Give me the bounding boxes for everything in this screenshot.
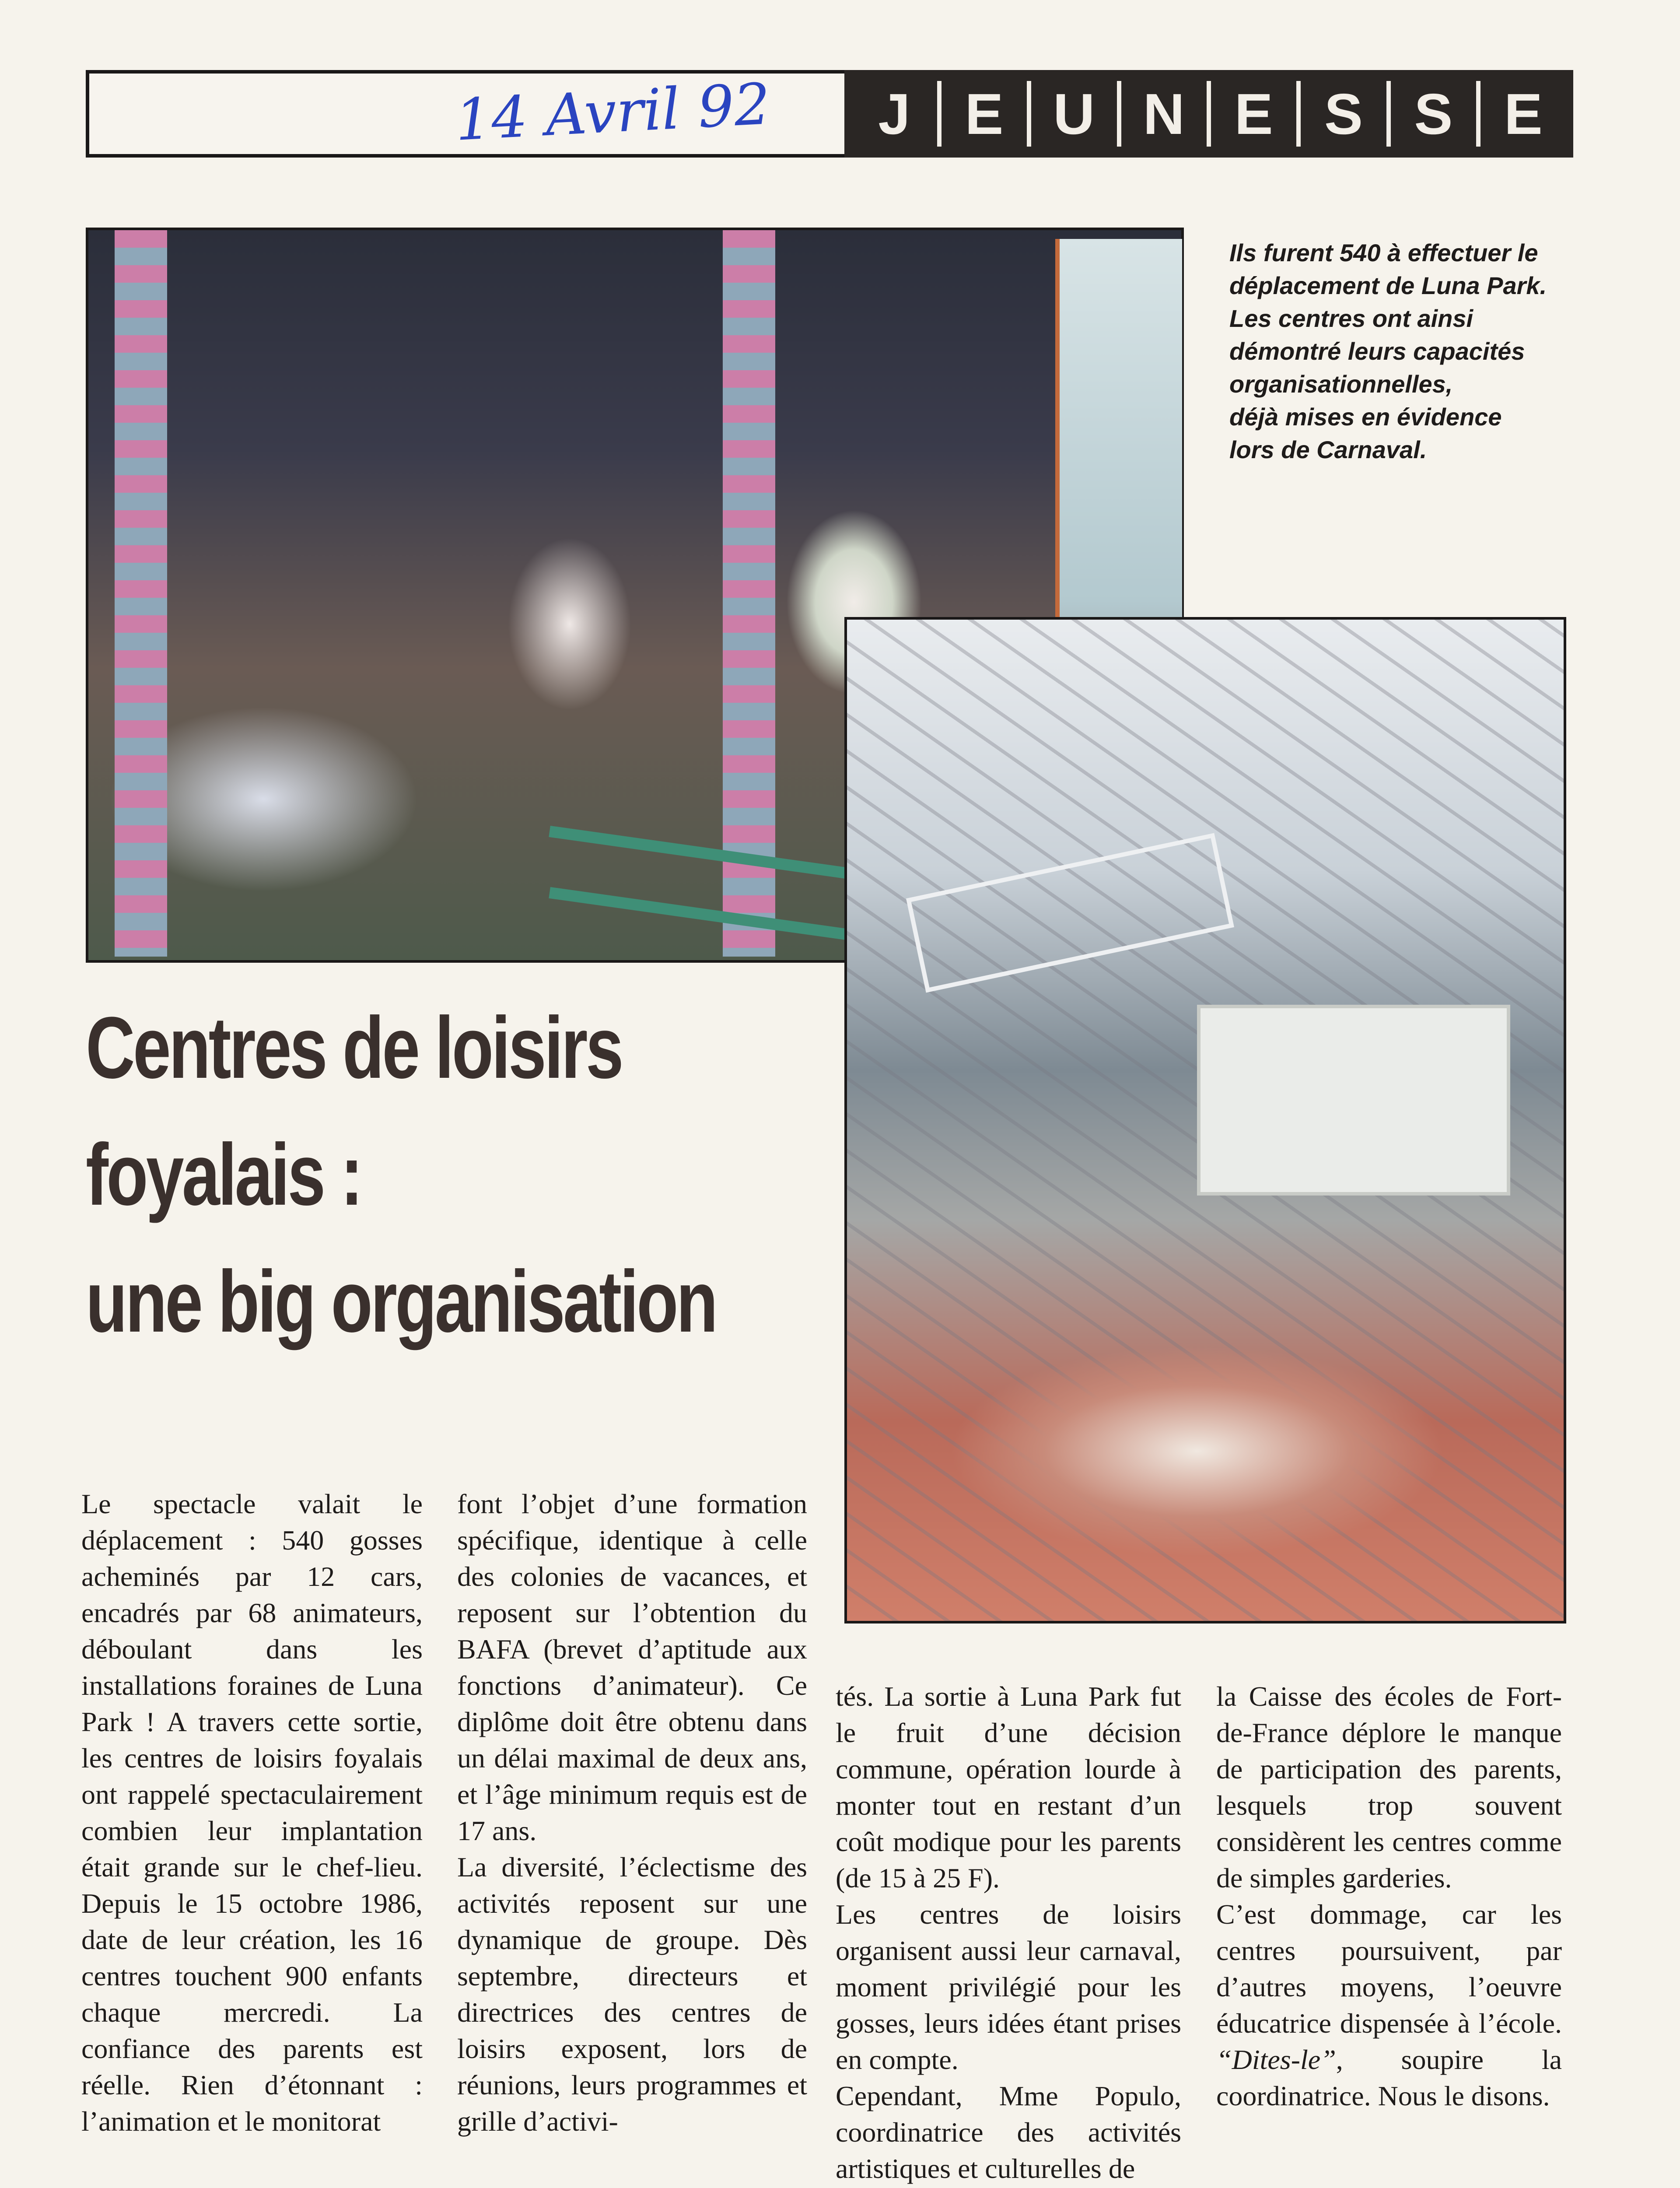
letter-divider bbox=[1386, 81, 1391, 147]
headline-line: foyalais : bbox=[86, 1126, 361, 1224]
photo-riders bbox=[847, 1320, 1564, 1622]
caption-line: organisationnelles, bbox=[1229, 370, 1453, 398]
paragraph: tés. La sortie à Luna Park fut le fruit d’une décision commune, opération lourde à monter tout en restant d’un coût modique pour les parents (de 15 à 25 F). bbox=[836, 1681, 1181, 1893]
paragraph: La diversité, l’éclectisme des activités reposent sur une dynamique de groupe. Dès septembre, directeurs et directrices des centres de loisirs exposent, lors de réunions, leurs programmes et grille d’activi- bbox=[457, 1851, 807, 2137]
caption-line: Les centres ont ainsi bbox=[1229, 305, 1474, 332]
photo-pillar bbox=[115, 230, 167, 957]
section-letter: U bbox=[1053, 81, 1095, 146]
paragraph-text: C’est dommage, car les centres poursuivent, par d’autres moyens, l’oeuvre éducatrice dispensée à l’école. bbox=[1216, 1899, 1562, 2039]
article-headline bbox=[86, 985, 716, 1365]
paragraph-text: , soupire la coordinatrice. Nous le disons. bbox=[1216, 2044, 1562, 2111]
letter-divider bbox=[1207, 81, 1211, 147]
quote-text: “Dites-le” bbox=[1216, 2044, 1336, 2075]
paragraph: la Caisse des écoles de Fort-de-France déplore le manque de participation des parents, lesquels trop souvent considèrent les centres comme de simples garderies. bbox=[1216, 1681, 1562, 1893]
caption-line: démontré leurs capacités bbox=[1229, 337, 1525, 365]
photo-ferris-wheel-ride bbox=[844, 617, 1566, 1623]
photo-pillar bbox=[723, 230, 775, 957]
paragraph: Cependant, Mme Populo, coordinatrice des activités artistiques et culturelles de bbox=[836, 2080, 1181, 2184]
section-letter: E bbox=[1234, 81, 1273, 146]
handwritten-date: 14 Avril 92 bbox=[453, 70, 772, 154]
section-banner bbox=[844, 70, 1573, 158]
section-letter: S bbox=[1324, 81, 1363, 146]
caption-line: lors de Carnaval. bbox=[1229, 436, 1427, 463]
paragraph bbox=[1216, 1896, 1562, 2114]
caption-line: Ils furent 540 à effectuer le bbox=[1229, 239, 1538, 266]
headline-line: Centres de loisirs bbox=[86, 999, 622, 1097]
article-column-2 bbox=[457, 1486, 807, 2139]
section-letter: E bbox=[965, 81, 1004, 146]
section-letter: J bbox=[878, 81, 910, 146]
section-letter: E bbox=[1504, 81, 1543, 146]
letter-divider bbox=[1296, 81, 1301, 147]
caption-line: déplacement de Luna Park. bbox=[1229, 272, 1547, 299]
photo-wheel-sign bbox=[906, 833, 1234, 993]
paragraph: Le spectacle valait le déplacement : 540 gosses acheminés par 12 cars, encadrés par 68 animateurs, déboulant dans les installations foraines de Luna Park ! A travers cette sortie, les centres de loisirs foyalais ont rappelé spectaculairement combien leur implantation était grande sur le chef-lieu. Depuis le 15 octobre 1986, date de leur création, les 16 centres touchent 900 enfants chaque mercredi. La confiance des parents est réelle. Rien d’étonnant : l’animation et le monitorat bbox=[81, 1488, 423, 2137]
section-letter: S bbox=[1414, 81, 1453, 146]
article-column-4 bbox=[1216, 1678, 1562, 2114]
section-letter: N bbox=[1143, 81, 1185, 146]
letter-divider bbox=[937, 81, 942, 147]
caption-line: déjà mises en évidence bbox=[1229, 403, 1502, 431]
photo-booth bbox=[1197, 1005, 1510, 1196]
letter-divider bbox=[1027, 81, 1031, 147]
paragraph: Les centres de loisirs organisent aussi leur carnaval, moment privilégié pour les gosses, leurs idées étant prises en compte. bbox=[836, 1899, 1181, 2075]
photo-caption bbox=[1229, 236, 1562, 466]
article-column-3 bbox=[836, 1678, 1181, 2187]
letter-divider bbox=[1117, 81, 1121, 147]
headline-line: une big organisation bbox=[86, 1253, 716, 1350]
article-column-1 bbox=[81, 1486, 423, 2139]
paragraph: font l’objet d’une formation spécifique, identique à celle des colonies de vacances, et reposent sur l’obtention du BAFA (brevet d’aptitude aux fonctions d’animateur). Ce diplôme doit être obtenu dans un délai maximal de deux ans, et l’âge minimum requis est de 17 ans. bbox=[457, 1488, 807, 1846]
letter-divider bbox=[1476, 81, 1480, 147]
